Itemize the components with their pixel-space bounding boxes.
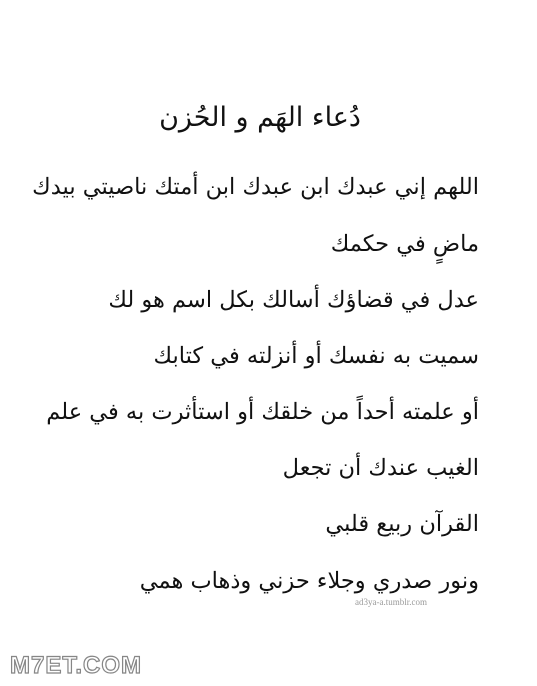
prayer-line-5: أو علمته أحداً من خلقك أو استأثرت به في علم — [46, 399, 479, 425]
prayer-line-2: ماضٍ في حكمك — [330, 231, 479, 257]
prayer-line-8: ونور صدري وجلاء حزني وذهاب همي — [139, 568, 479, 594]
prayer-line-3: عدل في قضاؤك أسالك بكل اسم هو لك — [108, 287, 479, 313]
prayer-line-1: اللهم إني عبدك ابن عبدك ابن أمتك ناصيتي بيدك — [32, 174, 479, 200]
source-url: ad3ya-a.tumblr.com — [355, 597, 427, 607]
prayer-line-7: القرآن ربيع قلبي — [325, 511, 479, 537]
prayer-title: دُعاء الهَم و الحُزن — [159, 102, 361, 133]
site-watermark-logo: M7ET.COM — [10, 652, 143, 679]
prayer-line-6: الغيب عندك أن تجعل — [282, 455, 479, 481]
prayer-line-4: سميت به نفسك أو أنزلته في كتابك — [153, 343, 479, 369]
